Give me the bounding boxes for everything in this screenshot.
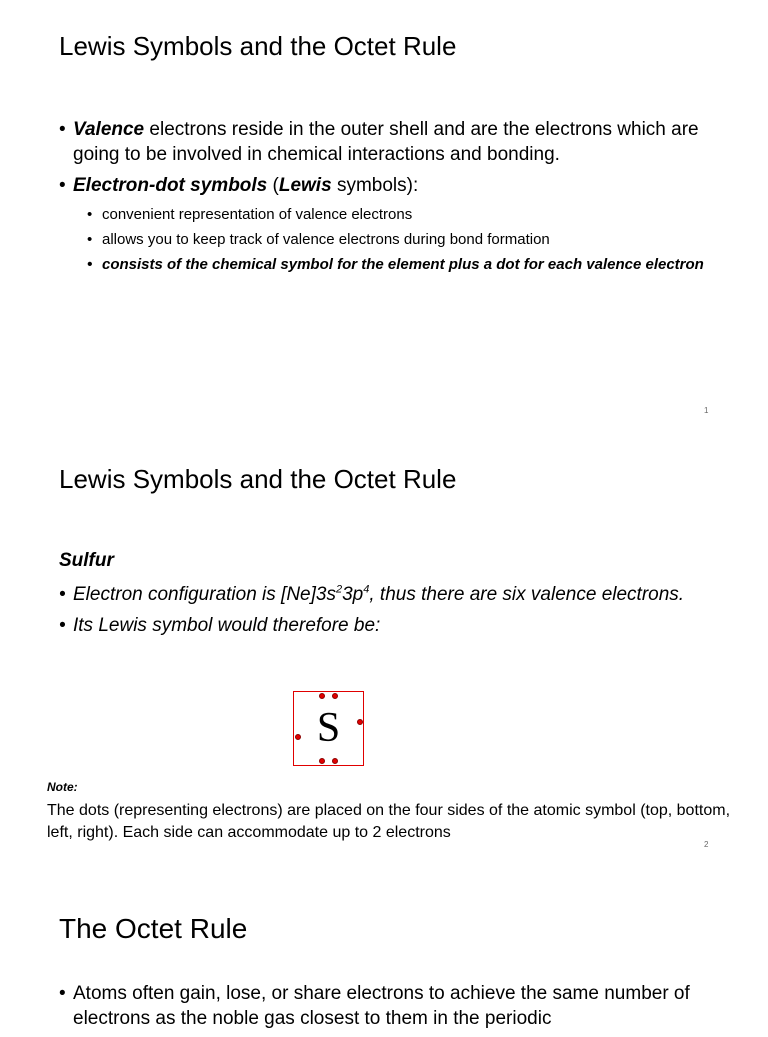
sub-bullet-consists: • consists of the chemical symbol for the element plus a dot for each valence electron — [87, 254, 728, 275]
electron-dot — [319, 758, 325, 764]
term-lewis: Lewis — [278, 175, 332, 196]
electron-dot — [332, 693, 338, 699]
page-number-1: 1 — [704, 406, 709, 415]
electron-dot — [357, 719, 363, 725]
electron-dot — [319, 693, 325, 699]
sub-bullet-representation: • convenient representation of valence electrons — [87, 204, 728, 225]
term-electron-dot: Electron-dot symbols — [73, 175, 268, 196]
note-text: The dots (representing electrons) are placed on the four sides of the atomic symbol (top, bottom, left, right). Each side can accommodate up to 2 electrons — [47, 802, 731, 841]
element-subheading: Sulfur — [59, 550, 114, 571]
term-valence: Valence — [73, 119, 145, 140]
bullet-electron-dot-text: symbols): — [331, 175, 419, 196]
bullet-valence — [59, 117, 728, 167]
config-text-c: , thus there are six valence electrons. — [369, 584, 685, 605]
electron-dot — [295, 734, 301, 740]
slide-2-title: Lewis Symbols and the Octet Rule — [59, 464, 457, 494]
bullet-electron-dot — [59, 173, 728, 198]
config-sup-1: 2 — [335, 583, 343, 596]
bullet-valence-text: electrons reside in the outer shell and are the electrons which are going to be involved in chemical interactions and bonding. — [73, 119, 699, 165]
note-label: Note: — [47, 780, 78, 794]
paren-open: ( — [267, 175, 279, 196]
electron-dot — [332, 758, 338, 764]
bullet-configuration — [59, 582, 728, 607]
config-text-a: Electron configuration is [Ne]3s — [73, 584, 336, 605]
lewis-symbol-diagram — [293, 691, 364, 766]
slide-2-bullets — [59, 582, 728, 644]
page-number-2: 2 — [704, 840, 709, 849]
config-text-b: 3p — [342, 584, 364, 605]
slide-1-title: Lewis Symbols and the Octet Rule — [59, 31, 457, 61]
bullet-lewis-symbol: • Its Lewis symbol would therefore be: — [59, 613, 728, 638]
config-sup-2: 4 — [363, 583, 370, 596]
slide-3-title: The Octet Rule — [59, 913, 248, 944]
slide-3-bullets — [59, 981, 728, 1037]
lewis-symbol-letter: S — [316, 705, 341, 751]
bullet-octet: • Atoms often gain, lose, or share electrons to achieve the same number of electrons as the noble gas closest to them in the periodic — [59, 981, 728, 1031]
sub-bullet-track: • allows you to keep track of valence electrons during bond formation — [87, 229, 728, 250]
slide-1-bullets — [59, 117, 728, 279]
